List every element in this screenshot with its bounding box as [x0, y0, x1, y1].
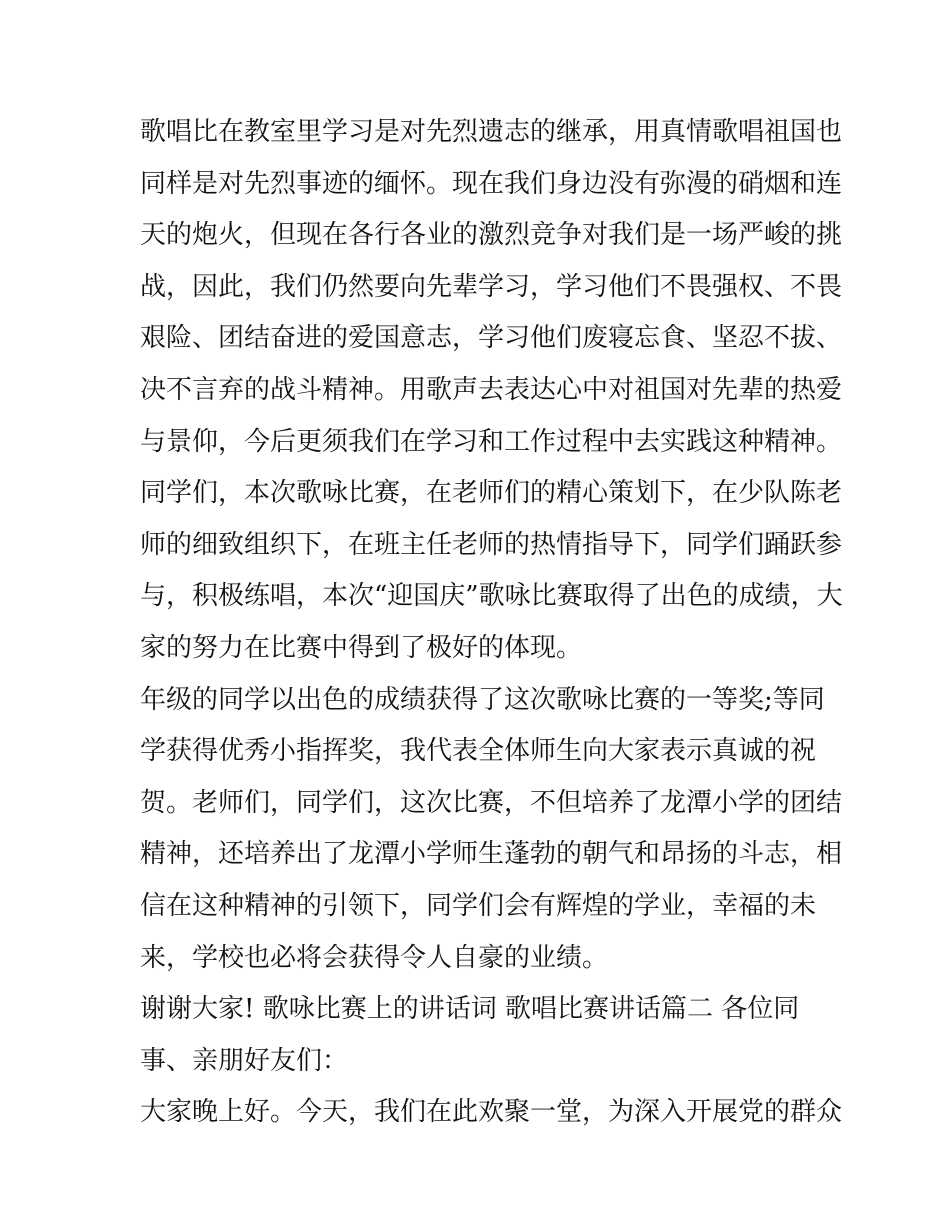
text-line: 精神，还培养出了龙潭小学师生蓬勃的朝气和昂扬的斗志，相 — [140, 839, 843, 870]
text-line: 来，学校也必将会获得令人自豪的业绩。 — [140, 942, 609, 973]
text-line: 艰险、团结奋进的爱国意志，学习他们废寝忘食、坚忍不拔、 — [140, 323, 843, 354]
text-line: 同样是对先烈事迹的缅怀。现在我们身边没有弥漫的硝烟和连 — [140, 168, 843, 199]
text-line: 师的细致组织下，在班主任老师的热情指导下，同学们踊跃参 — [140, 529, 843, 560]
text-line: 谢谢大家! 歌咏比赛上的讲话词 歌唱比赛讲话篇二 各位同 — [140, 994, 800, 1025]
text-line: 同学们，本次歌咏比赛，在老师们的精心策划下，在少队陈老 — [140, 478, 843, 509]
text-line: 家的努力在比赛中得到了极好的体现。 — [140, 632, 583, 663]
text-line: 天的炮火，但现在各行各业的激烈竞争对我们是一场严峻的挑 — [140, 220, 843, 251]
text-line: 年级的同学以出色的成绩获得了这次歌咏比赛的一等奖;等同 — [140, 684, 825, 715]
body-text — [140, 107, 843, 1139]
text-line: 战，因此，我们仍然要向先辈学习，学习他们不畏强权、不畏 — [140, 271, 843, 302]
text-line: 事、亲朋好友们： — [140, 1045, 349, 1076]
text-line: 歌唱比在教室里学习是对先烈遗志的继承，用真情歌唱祖国也 — [140, 117, 843, 147]
text-line: 与，积极练唱，本次“迎国庆”歌咏比赛取得了出色的成绩，大 — [140, 581, 843, 612]
text-line: 大家晚上好。今天，我们在此欢聚一堂，为深入开展党的群众 — [140, 1097, 843, 1128]
text-line: 决不言弃的战斗精神。用歌声去表达心中对祖国对先辈的热爱 — [140, 374, 843, 405]
text-line: 学获得优秀小指挥奖，我代表全体师生向大家表示真诚的祝 — [140, 736, 817, 767]
text-line: 贺。老师们，同学们，这次比赛，不但培养了龙潭小学的团结 — [140, 787, 843, 818]
text-line: 信在这种精神的引领下，同学们会有辉煌的学业，幸福的未 — [140, 890, 817, 921]
text-line: 与景仰，今后更须我们在学习和工作过程中去实践这种精神。 — [140, 426, 843, 457]
